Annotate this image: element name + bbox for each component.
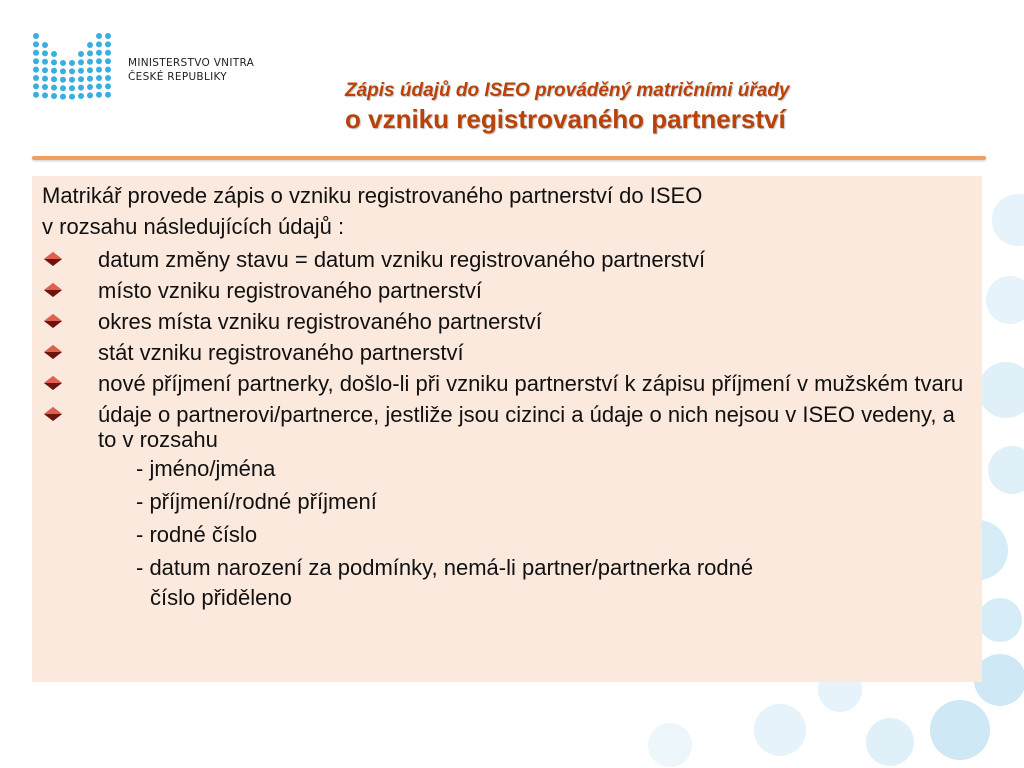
logo-dot xyxy=(42,76,48,82)
logo-dot xyxy=(51,76,57,82)
logo-dot xyxy=(60,60,66,66)
logo-dot xyxy=(60,85,66,91)
logo-dot xyxy=(105,50,111,56)
logo-dot xyxy=(105,67,111,73)
sub-item: - příjmení/rodné příjmení xyxy=(136,489,377,514)
logo-dot xyxy=(78,68,84,74)
logo-dot xyxy=(69,77,75,83)
logo-dot xyxy=(96,58,102,64)
bullet-item xyxy=(42,338,972,366)
sub-item: - rodné číslo xyxy=(136,522,258,547)
intro-line-2: v rozsahu následujících údajů : xyxy=(42,214,345,239)
logo-dot xyxy=(78,51,84,57)
logo-dot xyxy=(105,58,111,64)
sub-item: - datum narození za podmínky, nemá-li partner/partnerka rodné xyxy=(136,555,754,580)
slide-title-line-2: o vzniku registrovaného partnerství xyxy=(345,104,786,134)
bullet-text: nové příjmení partnerky, došlo-li při vzniku partnerství k zápisu příjmení v mužském tvaru xyxy=(98,371,964,396)
logo-dot xyxy=(33,67,39,73)
bullet-text: datum změny stavu = datum vzniku registrovaného partnerství xyxy=(98,247,706,272)
content-box xyxy=(32,176,982,682)
bullet-item xyxy=(42,245,972,273)
logo-dot xyxy=(96,75,102,81)
logo-dot xyxy=(51,68,57,74)
logo-dot xyxy=(78,85,84,91)
logo-dot xyxy=(96,92,102,98)
logo-dot xyxy=(69,85,75,91)
logo-dot xyxy=(51,93,57,99)
ministry-logo xyxy=(32,32,122,107)
ministry-logo-text xyxy=(128,56,254,84)
slide-title xyxy=(345,80,985,135)
intro-line-1: Matrikář provede zápis o vzniku registrovaného partnerství do ISEO xyxy=(42,183,703,208)
bullet-item xyxy=(42,276,972,304)
logo-dot xyxy=(96,83,102,89)
logo-dot xyxy=(105,92,111,98)
bullet-text: údaje o partnerovi/partnerce, jestliže jsou cizinci a údaje o nich nejsou v ISEO vedeny, a to v rozsahu xyxy=(98,402,955,452)
logo-dot xyxy=(42,50,48,56)
diamond-bullet-icon xyxy=(42,307,98,335)
decorative-circle xyxy=(978,362,1024,418)
decorative-circle xyxy=(978,598,1022,642)
logo-line-2: ČESKÉ REPUBLIKY xyxy=(128,71,228,83)
decorative-circle xyxy=(930,700,990,760)
bullet-text: místo vzniku registrovaného partnerství xyxy=(98,278,482,303)
logo-dot xyxy=(96,50,102,56)
logo-dot xyxy=(42,59,48,65)
title-underline xyxy=(32,156,986,160)
decorative-circle xyxy=(992,194,1024,246)
logo-dot xyxy=(96,33,102,39)
logo-dot xyxy=(42,42,48,48)
logo-dot xyxy=(33,50,39,56)
bullet-text: okres místa vzniku registrovaného partnerství xyxy=(98,309,542,334)
logo-dot xyxy=(78,93,84,99)
logo-dot xyxy=(33,83,39,89)
logo-dot xyxy=(33,92,39,98)
logo-dot xyxy=(87,50,93,56)
logo-dot xyxy=(69,68,75,74)
logo-dot xyxy=(87,84,93,90)
diamond-bullet-icon xyxy=(42,276,98,304)
logo-dot xyxy=(87,42,93,48)
logo-dot xyxy=(87,92,93,98)
logo-dot xyxy=(33,33,39,39)
logo-dot xyxy=(51,51,57,57)
bullet-item xyxy=(42,400,972,452)
logo-dot xyxy=(87,59,93,65)
logo-dot xyxy=(78,59,84,65)
bullet-item xyxy=(42,369,972,397)
bullet-item xyxy=(42,307,972,335)
logo-dot xyxy=(69,94,75,100)
sub-item-continuation: číslo přiděleno xyxy=(150,585,292,610)
diamond-bullet-icon xyxy=(42,369,98,397)
logo-dot xyxy=(33,41,39,47)
logo-dot xyxy=(96,67,102,73)
logo-dot xyxy=(33,58,39,64)
bullet-text: stát vzniku registrovaného partnerství xyxy=(98,340,464,365)
logo-dot xyxy=(105,33,111,39)
logo-dot xyxy=(51,85,57,91)
logo-dot xyxy=(105,75,111,81)
diamond-bullet-icon xyxy=(42,338,98,366)
diamond-bullet-icon xyxy=(42,400,98,428)
logo-dot xyxy=(42,67,48,73)
decorative-circle xyxy=(986,276,1024,324)
logo-dot xyxy=(33,75,39,81)
logo-dot xyxy=(60,94,66,100)
decorative-circle xyxy=(754,704,806,756)
logo-dot xyxy=(78,76,84,82)
logo-dot xyxy=(105,41,111,47)
decorative-circle xyxy=(988,446,1024,494)
logo-dot xyxy=(42,84,48,90)
logo-dot xyxy=(60,77,66,83)
logo-dot xyxy=(96,41,102,47)
logo-dot xyxy=(69,60,75,66)
logo-dot xyxy=(87,76,93,82)
logo-dot xyxy=(51,59,57,65)
diamond-bullet-icon xyxy=(42,245,98,273)
sub-item: - jméno/jména xyxy=(136,456,276,481)
slide-title-line-1: Zápis údajů do ISEO prováděný matričními úřady xyxy=(345,80,790,101)
ministry-logo-mark xyxy=(32,32,122,102)
decorative-circle xyxy=(648,723,692,767)
logo-dot xyxy=(105,83,111,89)
logo-dot xyxy=(60,68,66,74)
logo-dot xyxy=(42,92,48,98)
decorative-circle xyxy=(866,718,914,766)
logo-dot xyxy=(87,67,93,73)
logo-line-1: MINISTERSTVO VNITRA xyxy=(128,57,255,69)
